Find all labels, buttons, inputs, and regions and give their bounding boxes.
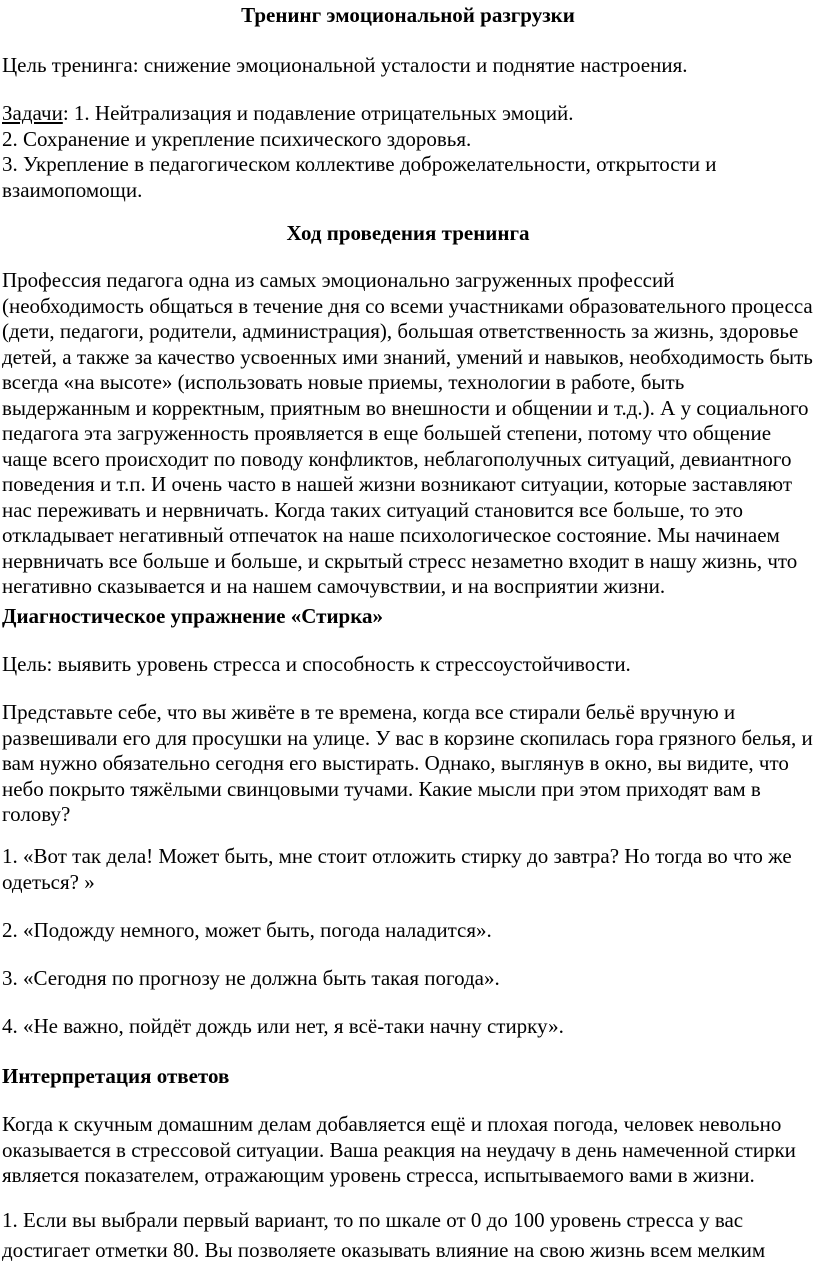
intro-line: нервничать все больше и больше, и скрытый стресс незаметно входит в нашу жизнь, что [2, 548, 798, 573]
document-title: Тренинг эмоциональной разгрузки [241, 3, 575, 27]
intro-paragraph [2, 268, 814, 600]
interpretation-paragraph [2, 1112, 814, 1189]
intro-line: Профессия педагога одна из самых эмоционально загруженных профессий [2, 268, 675, 292]
answer-1-line: достигает отметки 80. Вы позволяете оказывать влияние на свою жизнь всем мелким [2, 1237, 766, 1262]
exercise-line: Представьте себе, что вы живёте в те времена, когда все стирали бельё вручную и [2, 700, 736, 724]
task-3: 3. Укрепление в педагогическом коллективе доброжелательности, открытости и [2, 152, 717, 176]
exercise-line: небо покрыто тяжёлыми свинцовыми тучами. Какие мысли при этом приходят вам в [2, 776, 761, 801]
tasks-block [2, 101, 814, 203]
exercise-description [2, 700, 814, 828]
tasks-first-line [2, 101, 814, 127]
intro-line: всегда «на высоте» (использовать новые приемы, технологии в работе, быть [2, 370, 685, 394]
interpretation-line: является показателем, отражающим уровень стресса, испытываемого вами в жизни. [2, 1163, 755, 1187]
option-1-line: 1. «Вот так дела! Может быть, мне стоит отложить стирку до завтра? Но тогда во что же [2, 844, 792, 868]
exercise-goal: Цель: выявить уровень стресса и способность к стрессоустойчивости. [2, 652, 631, 676]
option-4: 4. «Не важно, пойдёт дождь или нет, я всё-таки начну стирку». [2, 1014, 564, 1038]
option-3: 3. «Сегодня по прогнозу не должна быть такая погода». [2, 966, 500, 990]
task-1: : 1. Нейтрализация и подавление отрицательных эмоций. [62, 101, 574, 125]
task-2: 2. Сохранение и укрепление психического здоровья. [2, 126, 472, 151]
option-1-line: одеться? » [2, 869, 95, 894]
intro-line: детей, а также за качество усвоенных ими знаний, умений и навыков, необходимость быть [2, 344, 813, 369]
task-3-cont: взаимопомощи. [2, 177, 143, 202]
exercise-line: вам нужно обязательно сегодня его выстирать. Однако, выглянув в окно, вы видите, что [2, 751, 789, 775]
training-goal: Цель тренинга: снижение эмоциональной усталости и поднятие настроения. [2, 53, 688, 77]
intro-line: (дети, педагоги, родители, администрация), большая ответственность за жизнь, здоровье [2, 319, 799, 343]
exercise-line: голову? [2, 802, 71, 826]
interpretation-line: Когда к скучным домашним делам добавляется ещё и плохая погода, человек невольно [2, 1112, 782, 1136]
interpretation-line: оказывается в стрессовой ситуации. Ваша реакция на неудачу в день намеченной стирки [2, 1137, 796, 1162]
exercise-heading: Диагностическое упражнение «Стирка» [2, 604, 384, 628]
exercise-line: развешивали его для просушки на улице. У вас в корзине скопилась гора грязного белья, и [2, 725, 813, 750]
intro-line: откладывает негативный отпечаток на наше психологическое состояние. Мы начинаем [2, 523, 780, 547]
intro-line: педагога эта загруженность проявляется в еще большей степени, потому что общение [2, 421, 772, 445]
answer-1-line: 1. Если вы выбрали первый вариант, то по шкале от 0 до 100 уровень стресса у вас [2, 1208, 744, 1232]
intro-line: негативно сказывается и на нашем самочувствии, и на восприятии жизни. [2, 574, 666, 598]
intro-line: выдержанным и корректным, приятным во внешности и общении и т.д.). А у социального [2, 395, 809, 420]
intro-line: поведения и т.п. И очень часто в нашей жизни возникают ситуации, которые заставляют [2, 472, 792, 496]
option-2: 2. «Подожду немного, может быть, погода наладится». [2, 918, 492, 942]
intro-line: чаще всего происходит по поводу конфликтов, неблагополучных ситуаций, девиантного [2, 446, 792, 471]
intro-line: (необходимость общаться в течение дня со всеми участниками образовательного процесса [2, 293, 813, 318]
section-heading: Ход проведения тренинга [286, 221, 530, 245]
tasks-label: Задачи [2, 101, 63, 125]
intro-line: нас переживать и нервничать. Когда таких ситуаций становится все больше, то это [2, 497, 743, 522]
option-1 [2, 844, 814, 895]
answer-1 [2, 1208, 814, 1263]
interpretation-heading: Интерпретация ответов [2, 1064, 230, 1088]
